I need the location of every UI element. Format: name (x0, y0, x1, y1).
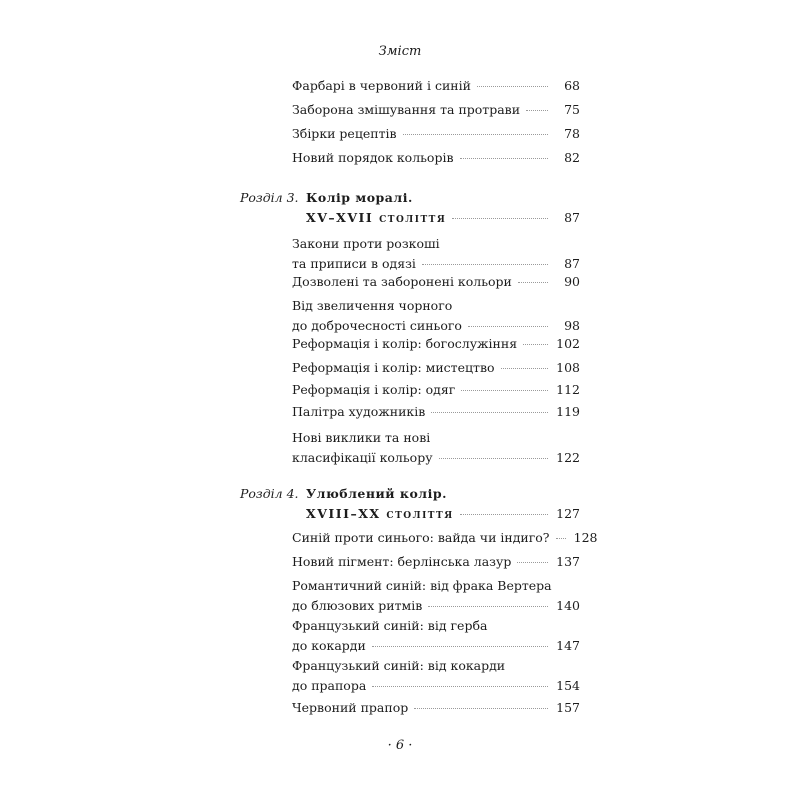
entry-page: 98 (564, 318, 580, 333)
dot-leader (414, 707, 548, 709)
page-number: · 6 · (387, 738, 413, 753)
toc-entry (292, 616, 580, 656)
entry-text: до кокарди (292, 638, 366, 653)
toc-entry (292, 76, 580, 96)
entry-page: 78 (564, 126, 580, 141)
entry-text: Реформація і колір: одяг (292, 382, 456, 397)
dot-leader (523, 343, 548, 345)
dot-leader (556, 537, 566, 539)
chapter-period: XV–XVII століття (306, 210, 447, 225)
entry-page: 127 (556, 506, 580, 521)
entry-text: Французький синій: від герба (292, 618, 488, 633)
entry-text: Фарбарі в червоний і синій (292, 78, 471, 93)
toc-entry (292, 698, 580, 718)
toc-entry (292, 656, 580, 696)
dot-leader (460, 513, 548, 515)
dot-leader (452, 217, 548, 219)
entry-text: Червоний прапор (292, 700, 409, 715)
toc-entry (292, 234, 580, 274)
entry-page: 108 (556, 360, 580, 375)
entry-text: Збірки рецептів (292, 126, 397, 141)
entry-page: 90 (564, 274, 580, 289)
toc-entry (292, 100, 580, 120)
dot-leader (403, 133, 548, 135)
entry-text: Французький синій: від кокарди (292, 658, 506, 673)
toc-entry (292, 552, 580, 572)
entry-text: Дозволені та заборонені кольори (292, 274, 512, 289)
entry-text: Нові виклики та нові (292, 430, 431, 445)
dot-leader (518, 281, 548, 283)
dot-leader (468, 325, 548, 327)
chapter-label: Розділ 4. (240, 486, 299, 501)
toc-entry (292, 124, 580, 144)
entry-text: Заборона змішування та протрави (292, 102, 521, 117)
dot-leader (372, 645, 548, 647)
chapter-title: Колір моралі. (306, 190, 413, 205)
entry-page: 102 (556, 336, 580, 351)
entry-page: 68 (564, 78, 580, 93)
chapter-heading (306, 188, 580, 228)
entry-text: Новий пігмент: берлінська лазур (292, 554, 512, 569)
entry-text: класифікації кольору (292, 450, 433, 465)
dot-leader (526, 109, 548, 111)
toc-entry (292, 334, 580, 354)
dot-leader (477, 85, 548, 87)
dot-leader (461, 389, 548, 391)
toc-entry (292, 576, 580, 616)
toc-entry (292, 428, 580, 468)
entry-page: 75 (564, 102, 580, 117)
toc-entry (292, 296, 580, 336)
entry-text: Реформація і колір: мистецтво (292, 360, 495, 375)
entry-text: Новий порядок кольорів (292, 150, 454, 165)
entry-text: Реформація і колір: богослужіння (292, 336, 518, 351)
chapter-heading (306, 484, 580, 524)
entry-text: Синій проти синього: вайда чи індиго? (292, 530, 550, 545)
entry-page: 128 (573, 530, 598, 545)
dot-leader (460, 157, 549, 159)
entry-page: 147 (556, 638, 580, 653)
dot-leader (428, 605, 548, 607)
entry-page: 122 (556, 450, 580, 465)
page-header: Зміст (378, 44, 422, 59)
entry-text: до доброчесності синього (292, 318, 462, 333)
toc-entry (292, 402, 580, 422)
dot-leader (422, 263, 548, 265)
entry-page: 119 (556, 404, 580, 419)
entry-page: 112 (556, 382, 580, 397)
entry-page: 82 (564, 150, 580, 165)
entry-text: до прапора (292, 678, 367, 693)
toc-entry (292, 380, 580, 400)
toc-entry (292, 358, 580, 378)
toc-entry (292, 528, 598, 548)
dot-leader (517, 561, 548, 563)
toc-entry (292, 272, 580, 292)
entry-text: Палітра художників (292, 404, 426, 419)
dot-leader (439, 457, 548, 459)
dot-leader (372, 685, 548, 687)
entry-text: Закони проти розкоші (292, 236, 440, 251)
entry-text: Від звеличення чорного (292, 298, 453, 313)
entry-text: та приписи в одязі (292, 256, 416, 271)
entry-page: 87 (564, 210, 580, 225)
dot-leader (431, 411, 548, 413)
entry-page: 137 (556, 554, 580, 569)
chapter-title: Улюблений колір. (306, 486, 447, 501)
entry-text: Романтичний синій: від фрака Вертера (292, 578, 552, 593)
entry-page: 87 (564, 256, 580, 271)
entry-page: 140 (556, 598, 580, 613)
chapter-period: XVIII–XX століття (306, 506, 454, 521)
entry-page: 157 (556, 700, 580, 715)
dot-leader (501, 367, 548, 369)
toc-entry (292, 148, 580, 168)
chapter-label: Розділ 3. (240, 190, 299, 205)
entry-text: до блюзових ритмів (292, 598, 423, 613)
entry-page: 154 (556, 678, 580, 693)
